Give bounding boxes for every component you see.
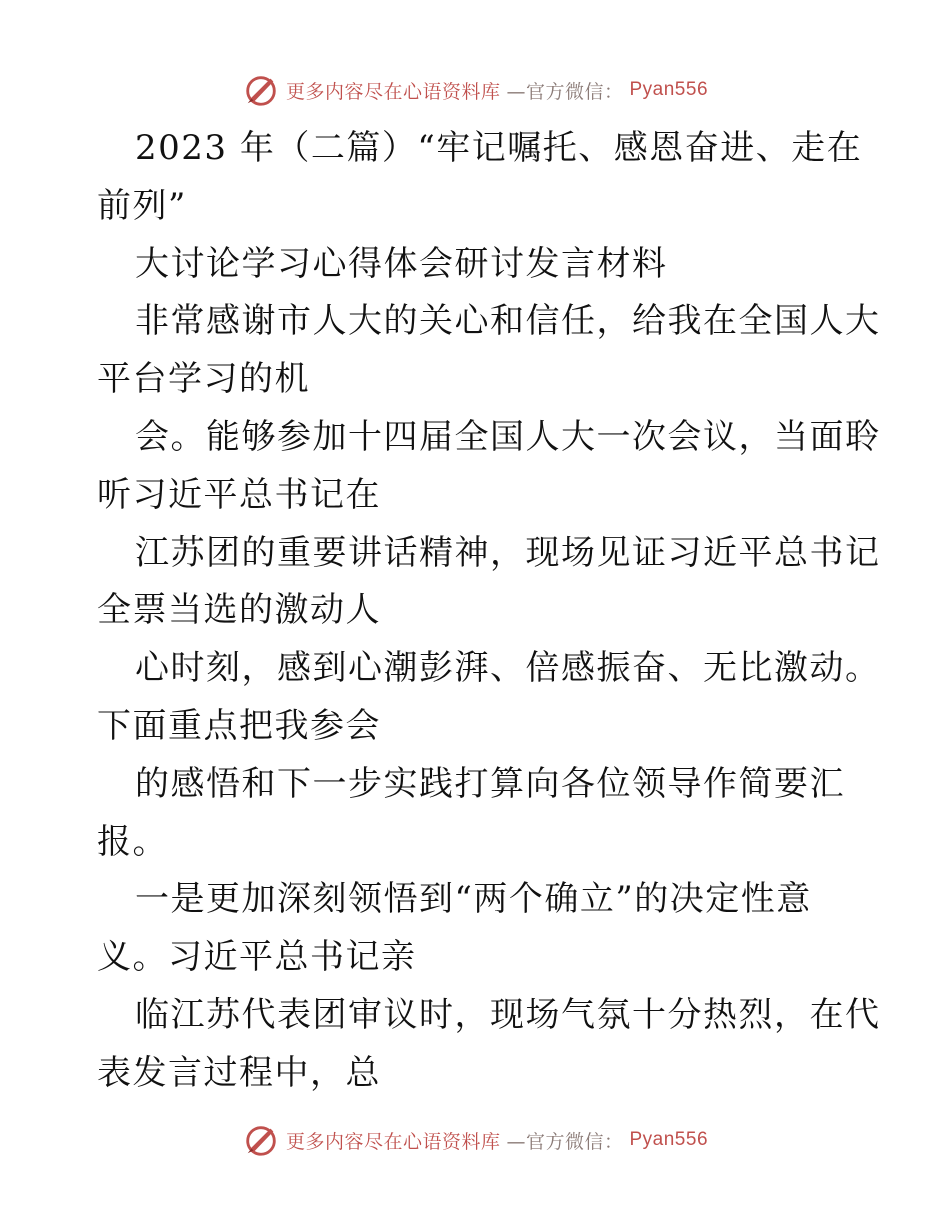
watermark-wechat-id: Pyan556 [629, 79, 709, 100]
watermark-site-text: 更多内容尽在心语资料库 [285, 80, 501, 103]
subtitle-line: 大讨论学习心得体会研讨发言材料 [135, 243, 668, 284]
paragraph-line: 平台学习的机 [97, 359, 310, 400]
paragraph-line: 的感悟和下一步实践打算向各位领导作简要汇 [135, 763, 845, 804]
paragraph-line: 下面重点把我参会 [97, 705, 381, 746]
quill-logo-icon [242, 1121, 280, 1159]
watermark-wechat-id: Pyan556 [629, 1129, 709, 1150]
document-body [97, 120, 881, 1103]
watermark-wechat-label: —官方微信： [506, 80, 624, 103]
paragraph-line: 听习近平总书记在 [97, 474, 381, 515]
header-watermark [0, 70, 950, 110]
title-line-1: 2023 年（二篇）“牢记嘱托、感恩奋进、走在 [135, 128, 863, 168]
paragraph-line: 表发言过程中，总 [97, 1052, 381, 1093]
quill-logo-icon [242, 71, 280, 109]
footer-watermark [0, 1120, 950, 1160]
paragraph-line: 报。 [97, 821, 168, 862]
paragraph-line: 非常感谢市人大的关心和信任，给我在全国人大 [135, 301, 881, 342]
paragraph-line: 江苏团的重要讲话精神，现场见证习近平总书记 [135, 532, 881, 573]
paragraph-line: 会。能够参加十四届全国人大一次会议，当面聆 [135, 416, 881, 457]
watermark-site-text: 更多内容尽在心语资料库 [285, 1130, 501, 1153]
paragraph-line: 临江苏代表团审议时，现场气氛十分热烈，在代 [135, 994, 881, 1035]
title-line-2: 前列” [97, 185, 187, 226]
paragraph-line: 义。习近平总书记亲 [97, 937, 417, 978]
watermark-wechat-label: —官方微信： [506, 1130, 624, 1153]
paragraph-line: 全票当选的激动人 [97, 590, 381, 631]
paragraph-line: 心时刻，感到心潮彭湃、倍感振奋、无比激动。 [135, 648, 881, 689]
paragraph-line: 一是更加深刻领悟到“两个确立”的决定性意 [135, 879, 812, 920]
